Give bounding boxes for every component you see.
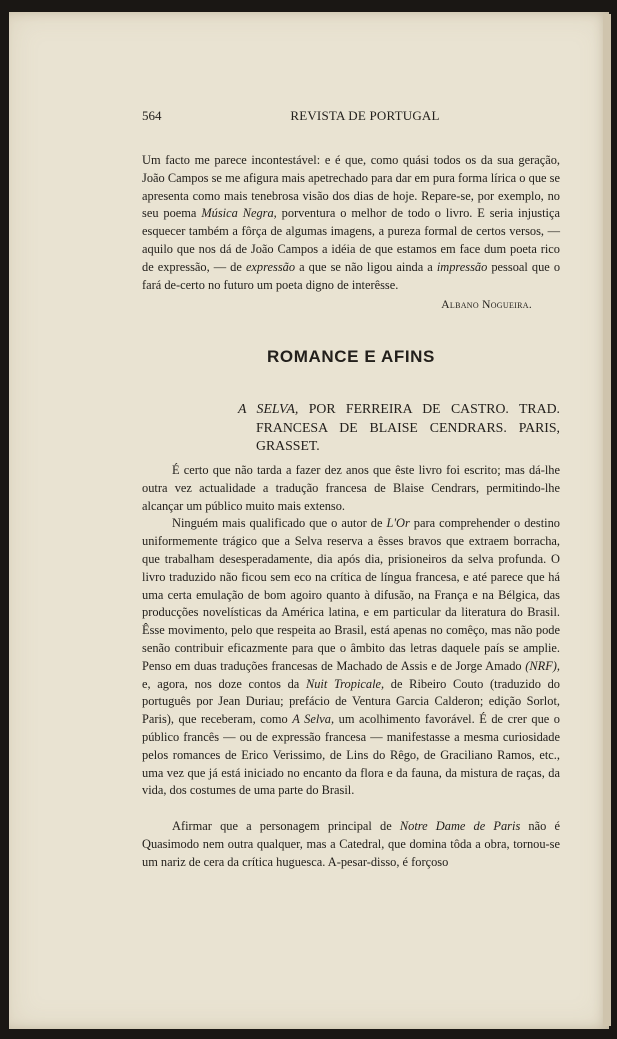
running-head: [142, 108, 560, 128]
italic-title: (NRF),: [525, 658, 560, 673]
section-title: ROMANCE E AFINS: [267, 347, 435, 366]
text-run: e, agora, nos doze contos da: [142, 676, 306, 691]
text-run: de Ribeiro Couto (traduzido do português por Jean Duriau; prefácio de Ventura Garcia Calderon; edição Sorlot, Paris), que receberam, como: [142, 676, 560, 727]
review-heading: [238, 400, 560, 456]
text-run: porventura o melhor de todo o livro. E seria injustiça esquecer também a fôrça de algumas imagens, a pureza formal de certos versos, — aquilo que nos dá de João Campos a idéia de que estamos em face dum poeta rico de expressão, — de: [142, 206, 560, 274]
text-run: não é Quasimodo nem outra qualquer, mas a Catedral, que domina tôda a obra, tornou-se um nariz de cera da crítica huguesca. A-pesar-disso, é forçoso: [142, 819, 560, 869]
text-run: um acolhimento favorável. É de crer que o público francês — ou de expressão francesa — manifestasse a mesma curiosidade pelos romances de Erico Verissimo, de Lins do Rêgo, de Graciliano Ramos, etc., uma vez que já está iniciado no encanto da flora e da fauna, da mistura de raças, da vida, dos costumes de uma parte do Brasil.: [142, 712, 561, 798]
text-run: pessoal que o fará de-certo no futuro um poeta digno de interêsse.: [142, 259, 561, 292]
page-number: 564: [142, 108, 162, 123]
italic-title: A Selva,: [292, 712, 335, 727]
italic-title: L'Or: [386, 516, 410, 531]
italic-title: Nuit Tropicale,: [305, 676, 385, 691]
page-edge: [603, 14, 611, 1026]
italic-word: expressão: [245, 259, 296, 274]
text-run: para comprehender o destino uniformemente trágico que a Selva reserva a êsses bravos que extraem borracha, que trabalham desesperadamente, dia após dia, prisioneiros da selva profunda. O livro traduzido não ficou sem eco na crítica de língua francesa, e até parece que há uma certa emulação de bom agoiro quanto à difusão, na França e na Bélgica, das producções novelísticas da América latina, e em particular da literatura do Brasil. Êsse movimento, pelo que respeita ao Brasil, está apenas no comêço, mas não pode senão contribuir eficazmente para que o âmbito das letras daquele país se amplie. Penso em duas traduções francesas de Machado de Assis e de Jorge Amado: [142, 516, 560, 673]
author-signature: Albano Nogueira.: [441, 299, 532, 311]
italic-title: Música Negra,: [201, 206, 277, 221]
review-paragraph: [142, 515, 560, 800]
italic-word: impressão: [436, 259, 488, 274]
text-run: a que se não ligou ainda a: [295, 259, 437, 274]
book-details: POR FERREIRA DE CASTRO. TRAD. FRANCESA DE BLAISE CENDRARS. PARIS, GRASSET.: [256, 401, 560, 453]
text-run: Um facto me parece incontestável: e é que, como quási todos os da sua geração, João Campos se me afigura mais apetrechado para dar em pura forma lírica o que se apresenta como mais tenebrosa visão dos dias de hoje. Repare-se, por exemplo, no seu poema: [142, 153, 560, 221]
review-heading-text: [238, 400, 560, 456]
review-body-continued: [142, 818, 560, 871]
review-paragraph: [142, 152, 560, 294]
book-title: A SELVA,: [238, 401, 299, 416]
text-run: Ninguém mais qualificado que o autor de: [172, 516, 387, 531]
italic-title: Notre Dame de Paris: [399, 819, 521, 833]
text-run: Afirmar que a personagem principal de: [172, 819, 400, 833]
review-paragraph: [142, 818, 560, 871]
review-paragraph: É certo que não tarda a fazer dez anos que êste livro foi escrito; mas dá-lhe outra vez actualidade a tradução francesa de Blaise Cendrars, permitindo-lhe alcançar um público muito mais extenso.: [142, 463, 560, 513]
journal-title: REVISTA DE PORTUGAL: [290, 108, 440, 123]
review-body: [142, 462, 560, 800]
